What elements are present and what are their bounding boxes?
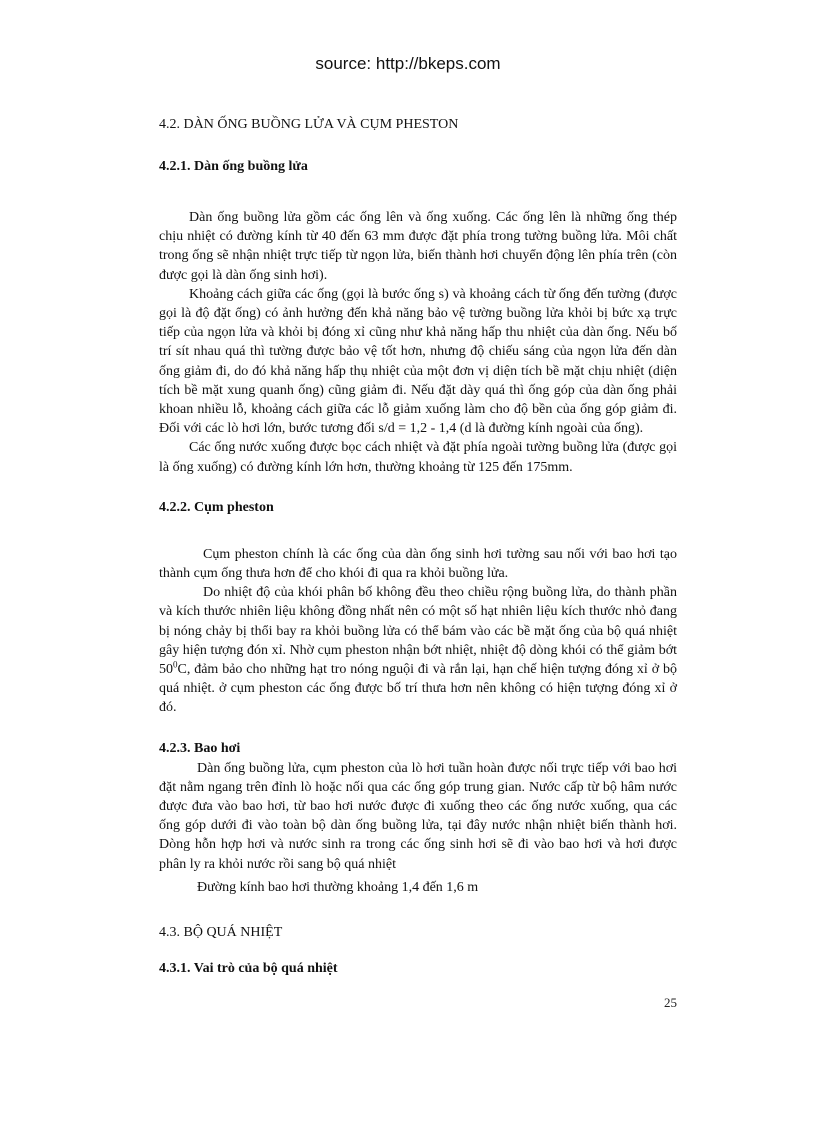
section-4-3-heading: 4.3. BỘ QUÁ NHIỆT	[159, 925, 283, 941]
paragraph	[159, 583, 677, 717]
section-4-3-1-heading: 4.3.1. Vai trò của bộ quá nhiệt	[159, 961, 338, 977]
paragraph: Các ống nước xuống được bọc cách nhiệt và đặt phía ngoài tường buồng lửa (được gọi là ống xuống) có đường kính lớn hơn, thường khoảng từ 125 đến 175mm.	[159, 440, 677, 475]
paragraph: Cụm pheston chính là các ống của dàn ống sinh hơi tường sau nối với bao hơi tạo thành cụm ống thưa hơn để cho khói đi qua ra khỏi buồng lửa.	[159, 546, 677, 582]
paragraph-text: Do nhiệt độ của khói phân bố không đều theo chiều rộng buồng lửa, do thành phần và kích thước nhiên liệu không đồng nhất nên có một số hạt nhiên liệu kích thước nhỏ đang bị nóng chảy bị thổi bay ra khỏi buồng lửa có thể bám vào các bề mặt ống của bộ quá nhiệt gây hiện tượng đón xỉ. Nhờ cụm pheston nhận bớt nhiệt, nhiệt độ dòng khói có thể giảm bớt 50	[159, 585, 677, 678]
paragraph-text: C, đảm bảo cho những hạt tro nóng nguội đi và rắn lại, hạn chế hiện tượng đóng xỉ ở bộ quá nhiệt. ở cụm pheston các ống được bố trí thưa hơn nên không có hiện tượng đóng xỉ ở đó.	[159, 662, 677, 716]
section-4-2-heading: 4.2. DÀN ỐNG BUỒNG LỬA VÀ CỤM PHESTON	[159, 117, 459, 132]
section-4-2-1-heading: 4.2.1. Dàn ống buồng lửa	[159, 159, 308, 174]
section-4-2-3-heading: 4.2.3. Bao hơi	[159, 740, 241, 756]
paragraph: Đường kính bao hơi thường khoảng 1,4 đến 1,6 m	[197, 879, 479, 895]
paragraph: Dàn ống buồng lửa gồm các ống lên và ống xuống. Các ống lên là những ống thép chịu nhiệt có đường kính từ 40 đến 63 mm được đặt phía trong tường buồng lửa. Môi chất trong ống sẽ nhận nhiệt trực tiếp từ ngọn lửa, biến thành hơi chuyển động lên phía trên (còn được gọi là dàn ống sinh hơi).	[159, 210, 677, 283]
section-4-2-2-heading: 4.2.2. Cụm pheston	[159, 499, 274, 515]
paragraph: Dàn ống buồng lửa, cụm pheston của lò hơi tuần hoàn được nối trực tiếp với bao hơi đặt nằm ngang trên đỉnh lò hoặc nối qua các ống góp trung gian. Nước cấp từ bộ hâm nước được đưa vào bao hơi, từ bao hơi nước được đi xuống theo các ống nước xuống, qua các ống góp dưới đi vào toàn bộ dàn ống buồng lửa, tại đây nước nhận nhiệt biến thành hơi. Dòng hỗn hợp hơi và nước sinh ra trong các ống sinh hơi sẽ đi vào bao hơi và hơi được phân ly ra khỏi nước rồi sang bộ quá nhiệt	[159, 760, 677, 872]
page-number: 25	[664, 995, 677, 1010]
page-content	[159, 115, 677, 979]
source-header: source: http://bkeps.com	[315, 54, 501, 73]
paragraph: Khoảng cách giữa các ống (gọi là bước ống s) và khoảng cách từ ống đến tường (được gọi là độ đặt ống) có ảnh hưởng đến khả năng bảo vệ tường buồng lửa khỏi bị bức xạ trực tiếp của ngọn lửa và khỏi bị đóng xỉ cũng như khả năng hấp thu nhiệt của dàn ống. Nếu bố trí sít nhau quá thì tường được bảo vệ tốt hơn, nhưng độ chiếu sáng của ngọn lửa đến dàn ống giảm đi, do đó khả năng hấp thụ nhiệt của một đơn vị diện tích bề mặt chịu nhiệt (diện tích bề mặt xung quanh ống) cũng giảm đi. Nếu đặt dày quá thì ống góp của dàn ống phải khoan nhiều lỗ, khoảng cách giữa các lỗ giảm xuống làm cho độ bền của ống góp giảm đi. Đối với các lò hơi lớn, bước tương đối s/d = 1,2 - 1,4 (d là đường kính ngoài của ống).	[159, 286, 677, 437]
superscript: 0	[173, 659, 178, 670]
